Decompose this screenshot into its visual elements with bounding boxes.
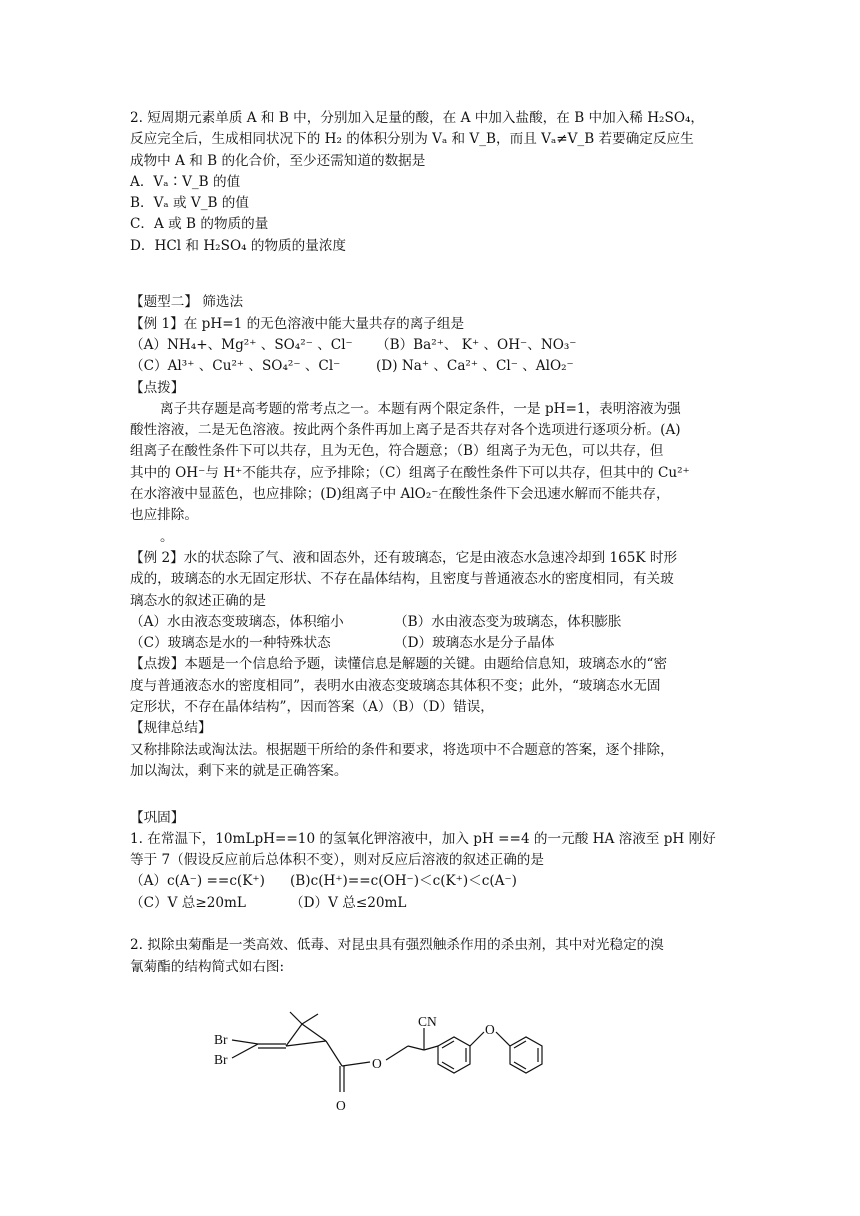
example2-option-c: （C）玻璃态是水的一种特殊状态 [130, 635, 331, 652]
hint2-line-2: 度与普通液态水的密度相同”，表明水由液态变玻璃态其体积不变；此外，“玻璃态水无固 [130, 677, 661, 694]
hint1-line-1: 离子共存题是高考题的常考点之一。本题有两个限定条件，一是 pH=1，表明溶液为强 [160, 400, 681, 417]
carbonyl-oxygen: O [336, 1098, 346, 1113]
c-q1-option-a: （A）c(A⁻) ==c(K⁺) [130, 873, 265, 890]
q2-line-1: 2. 短周期元素单质 A 和 B 中，分别加入足量的酸，在 A 中加入盐酸，在 B 中加入稀 H₂SO₄， [130, 110, 705, 126]
q2-option-c: C．A 或 B 的物质的量 [130, 216, 269, 233]
example2-option-d: （D）玻璃态水是分子晶体 [394, 635, 555, 652]
example1-option-d: (D) Na⁺ 、Ca²⁺ 、Cl⁻ 、AlO₂⁻ [376, 358, 574, 375]
ether-oxygen: O [485, 1022, 495, 1037]
q2-option-b: B．Vₐ 或 V_B 的值 [130, 195, 249, 212]
c-q1-option-b: (B)c(H⁺)==c(OH⁻)＜c(K⁺)＜c(A⁻) [290, 873, 517, 890]
example1-title: 【例 1】在 pH=1 的无色溶液中能大量共存的离子组是 [130, 315, 465, 332]
example2-options-cd [130, 633, 740, 654]
summary-label: 【规律总结】 [130, 720, 212, 737]
deltamethrin-structure [206, 1006, 566, 1124]
type2-heading: 【题型二】 筛选法 [130, 294, 244, 311]
c-q2-line-2: 氰菊酯的结构简式如右图: [130, 958, 285, 975]
hint2-line-3: 定形状，不存在晶体结构”，因而答案（A）（B）（D）错误， [130, 699, 494, 716]
c-q1-line-2: 等于 7（假设反应前后总体积不变），则对反应后溶液的叙述正确的是 [130, 852, 544, 869]
example2-option-a: （A）水由液态变玻璃态，体积缩小 [130, 613, 344, 630]
hint1-line-6: 也应排除。 [130, 507, 198, 524]
c-q1-options-ab [130, 871, 740, 892]
example1-options-cd [130, 356, 740, 377]
hint1-line-5: 在水溶液中显蓝色，也应排除；(D)组离子中 AlO₂⁻在酸性条件下会迅速水解而不能共存， [130, 486, 670, 503]
ester-oxygen: O [372, 1056, 382, 1071]
document-page [130, 108, 740, 978]
cn-group: CN [418, 1014, 437, 1029]
hint2-line-1: 【点拨】本题是一个信息给予题，读懂信息是解题的关键。由题给信息知，玻璃态水的“密 [130, 656, 668, 673]
q2-line-3: 成物中 A 和 B 的化合价，至少还需知道的数据是 [130, 152, 426, 169]
example1-option-b: （B）Ba²⁺、 K⁺ 、OH⁻、NO₃⁻ [376, 336, 577, 353]
hint1-line-7: 。 [160, 528, 174, 545]
c-q1-options-cd [130, 893, 740, 914]
hint1-label: 【点拨】 [130, 379, 185, 396]
br-atom-1: Br [214, 1032, 228, 1047]
hint1-line-2: 酸性溶液，二是无色溶液。按此两个条件再加上离子是否共存对各个选项进行逐项分析。(A) [130, 422, 681, 439]
c-q1-option-c: （C）V 总≥20mL [130, 894, 246, 911]
example1-option-c: （C）Al³⁺ 、Cu²⁺ 、SO₄²⁻ 、Cl⁻ [130, 358, 341, 375]
hint1-line-3: 组离子在酸性条件下可以共存，且为无色，符合题意；（B）组离子为无色，可以共存，但 [130, 443, 664, 460]
q2-option-d: D．HCl 和 H₂SO₄ 的物质的量浓度 [130, 237, 347, 254]
q2-line-2: 反应完全后，生成相同状况下的 H₂ 的体积分别为 Vₐ 和 V_B，而且 Vₐ≠V_B 若要确定反应生 [130, 131, 694, 148]
example1-options-ab [130, 335, 740, 356]
example2-line-3: 璃态水的叙述正确的是 [130, 592, 266, 609]
example1-option-a: （A）NH₄+、Mg²⁺ 、SO₄²⁻ 、Cl⁻ [130, 336, 353, 353]
consolidate-label: 【巩固】 [130, 809, 185, 826]
summary-line-2: 加以淘汰，剩下来的就是正确答案。 [130, 762, 348, 779]
c-q2-line-1: 2. 拟除虫菊酯是一类高效、低毒、对昆虫具有强烈触杀作用的杀虫剂，其中对光稳定的溴 [130, 937, 664, 954]
hint1-line-4: 其中的 OH⁻与 H⁺不能共存，应予排除；（C）组离子在酸性条件下可以共存，但其中的 Cu²⁺ [130, 464, 690, 481]
example2-line-2: 成的，玻璃态的水无固定形状、不存在晶体结构，且密度与普通液态水的密度相同，有关玻 [130, 571, 674, 588]
example2-line-1: 【例 2】水的状态除了气、液和固态外，还有玻璃态，它是由液态水急速冷却到 165K 时形 [130, 549, 678, 566]
br-atom-2: Br [214, 1052, 228, 1067]
example2-options-ab [130, 612, 740, 633]
c-q1-option-d: （D）V 总≤20mL [290, 894, 407, 911]
summary-line-1: 又称排除法或淘汰法。根据题干所给的条件和要求，将选项中不合题意的答案，逐个排除， [130, 741, 674, 758]
example2-option-b: （B）水由液态变为玻璃态，体积膨胀 [394, 613, 622, 630]
c-q1-line-1: 1. 在常温下，10mLpH==10 的氢氧化钾溶液中，加入 pH ==4 的一元酸 HA 溶液至 pH 刚好 [130, 830, 716, 847]
q2-option-a: A．Vₐ∶V_B 的值 [130, 173, 241, 190]
